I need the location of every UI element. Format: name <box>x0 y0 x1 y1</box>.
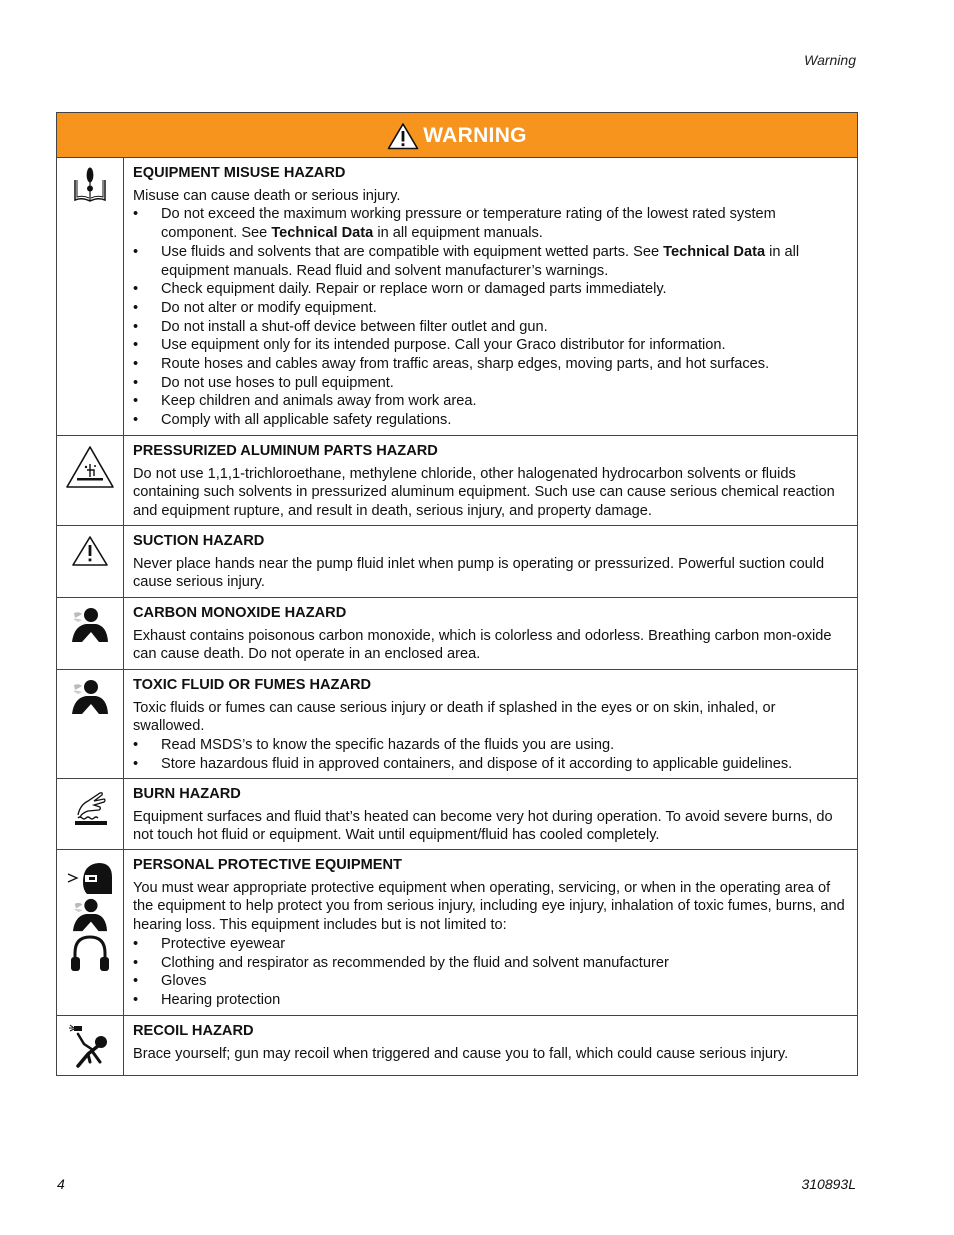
hazard-description: Never place hands near the pump fluid inlet when pump is operating or pressurized. Powerful suction could cause serious injury. <box>133 555 825 591</box>
bullet-text: Read MSDS’s to know the specific hazards of the fluids you are using. <box>161 737 615 754</box>
bullet-item <box>133 935 845 954</box>
hot-surface-icon <box>70 787 110 827</box>
bullet-text: in all equipment manuals. Read fluid and solvent manufacturer’s warnings. <box>161 243 800 279</box>
fumes-icon <box>70 606 110 644</box>
hazard-title: PRESSURIZED ALUMINUM PARTS HAZARD <box>133 443 438 459</box>
hazard-row <box>57 158 857 436</box>
bold-reference: Technical Data <box>271 225 374 242</box>
bullet-item <box>133 299 845 318</box>
bullet-text: Comply with all applicable safety regulations. <box>161 412 452 429</box>
page-number: 4 <box>57 1176 65 1192</box>
caution-icon <box>70 534 110 568</box>
bullet-item <box>133 736 845 755</box>
hazard-row <box>57 436 857 526</box>
bullet-text: Use equipment only for its intended purpose. Call your Graco distributor for information. <box>161 337 726 354</box>
bullet-item <box>133 205 845 242</box>
bullet-text: Store hazardous fluid in approved containers, and dispose of it according to applicable guidelines. <box>161 755 793 772</box>
hazard-title: PERSONAL PROTECTIVE EQUIPMENT <box>133 857 402 873</box>
bullet-text: Use fluids and solvents that are compatible with equipment wetted parts. See <box>161 243 664 260</box>
warning-table <box>56 112 858 1076</box>
hazard-bullets <box>133 935 845 1010</box>
warning-banner <box>57 113 857 158</box>
bullet-item <box>133 991 845 1010</box>
hazard-title: RECOIL HAZARD <box>133 1023 254 1039</box>
hazard-row <box>57 670 857 779</box>
document-code: 310893L <box>801 1176 856 1192</box>
section-header: Warning <box>804 52 856 68</box>
safety-glasses-icon <box>65 860 115 896</box>
hazard-row <box>57 526 857 598</box>
bullet-item <box>133 954 845 973</box>
bullet-text: Gloves <box>161 973 207 990</box>
hazard-bullets <box>133 205 845 429</box>
bullet-item <box>133 280 845 299</box>
hazard-description: You must wear appropriate protective equipment when operating, servicing, or when in the operating area of the equipment to help protect you from serious injury, including eye injury, inhalation of toxic fumes, burns, and hearing loss. This equipment includes but is not limited to: <box>133 879 845 934</box>
hazard-description: Exhaust contains poisonous carbon monoxide, which is colorless and odorless. Breathing carbon mon-oxide can cause death. Do not operate in an enclosed area. <box>133 627 832 663</box>
hazard-description: Brace yourself; gun may recoil when triggered and cause you to fall, which could cause serious injury. <box>133 1045 789 1062</box>
bullet-text: Protective eyewear <box>161 935 286 952</box>
bullet-text: Keep children and animals away from work area. <box>161 393 477 410</box>
bullet-text: in all equipment manuals. <box>373 225 543 242</box>
hazard-description: Equipment surfaces and fluid that’s heated can become very hot during operation. To avoid severe burns, do not touch hot fluid or equipment. Wait until equipment/fluid has cooled completely. <box>133 808 833 844</box>
banner-title: WARNING <box>423 124 527 147</box>
hazard-description: Misuse can cause death or serious injury. <box>133 187 401 204</box>
hazard-bullets <box>133 736 845 773</box>
bullet-item <box>133 355 845 374</box>
hazard-title: CARBON MONOXIDE HAZARD <box>133 605 347 621</box>
hazard-title: TOXIC FLUID OR FUMES HAZARD <box>133 677 372 693</box>
hazard-row <box>57 1016 857 1075</box>
bullet-item <box>133 318 845 337</box>
hazard-title: EQUIPMENT MISUSE HAZARD <box>133 165 346 181</box>
hazard-row <box>57 779 857 850</box>
bullet-item <box>133 411 845 430</box>
bullet-text: Route hoses and cables away from traffic areas, sharp edges, moving parts, and hot surfaces. <box>161 356 770 373</box>
bullet-text: Check equipment daily. Repair or replace worn or damaged parts immediately. <box>161 281 667 298</box>
bullet-text: Do not install a shut-off device between filter outlet and gun. <box>161 318 548 335</box>
bullet-text: Do not use hoses to pull equipment. <box>161 374 394 391</box>
bullet-item <box>133 374 845 393</box>
bold-reference: Technical Data <box>663 243 766 260</box>
hearing-protection-icon <box>69 933 111 973</box>
manual-icon <box>72 166 108 206</box>
recoil-icon <box>68 1022 112 1070</box>
chemical-reaction-icon <box>64 444 116 490</box>
bullet-text: Hearing protection <box>161 991 281 1008</box>
hazard-row <box>57 850 857 1016</box>
fumes-icon <box>70 678 110 716</box>
bullet-text: Do not alter or modify equipment. <box>161 299 377 316</box>
hazard-row <box>57 598 857 670</box>
bullet-item <box>133 755 845 774</box>
bullet-item <box>133 972 845 991</box>
warning-triangle-icon <box>387 122 419 150</box>
bullet-item <box>133 392 845 411</box>
bullet-item <box>133 243 845 280</box>
bullet-text: Do not exceed the maximum working pressure or temperature rating of the lowest rated system component. See <box>161 206 776 242</box>
respirator-icon <box>70 897 110 933</box>
hazard-description: Toxic fluids or fumes can cause serious injury or death if splashed in the eyes or on skin, inhaled, or swallowed. <box>133 699 776 735</box>
bullet-item <box>133 336 845 355</box>
hazard-description: Do not use 1,1,1-trichloroethane, methylene chloride, other halogenated hydrocarbon solvents or fluids containing such solvents in pressurized aluminum equipment. Such use can cause serious chemical reaction and equipment rupture, and result in death, serious injury, and property damage. <box>133 465 835 520</box>
hazard-title: SUCTION HAZARD <box>133 533 265 549</box>
bullet-text: Clothing and respirator as recommended by the fluid and solvent manufacturer <box>161 954 669 971</box>
hazard-title: BURN HAZARD <box>133 786 241 802</box>
